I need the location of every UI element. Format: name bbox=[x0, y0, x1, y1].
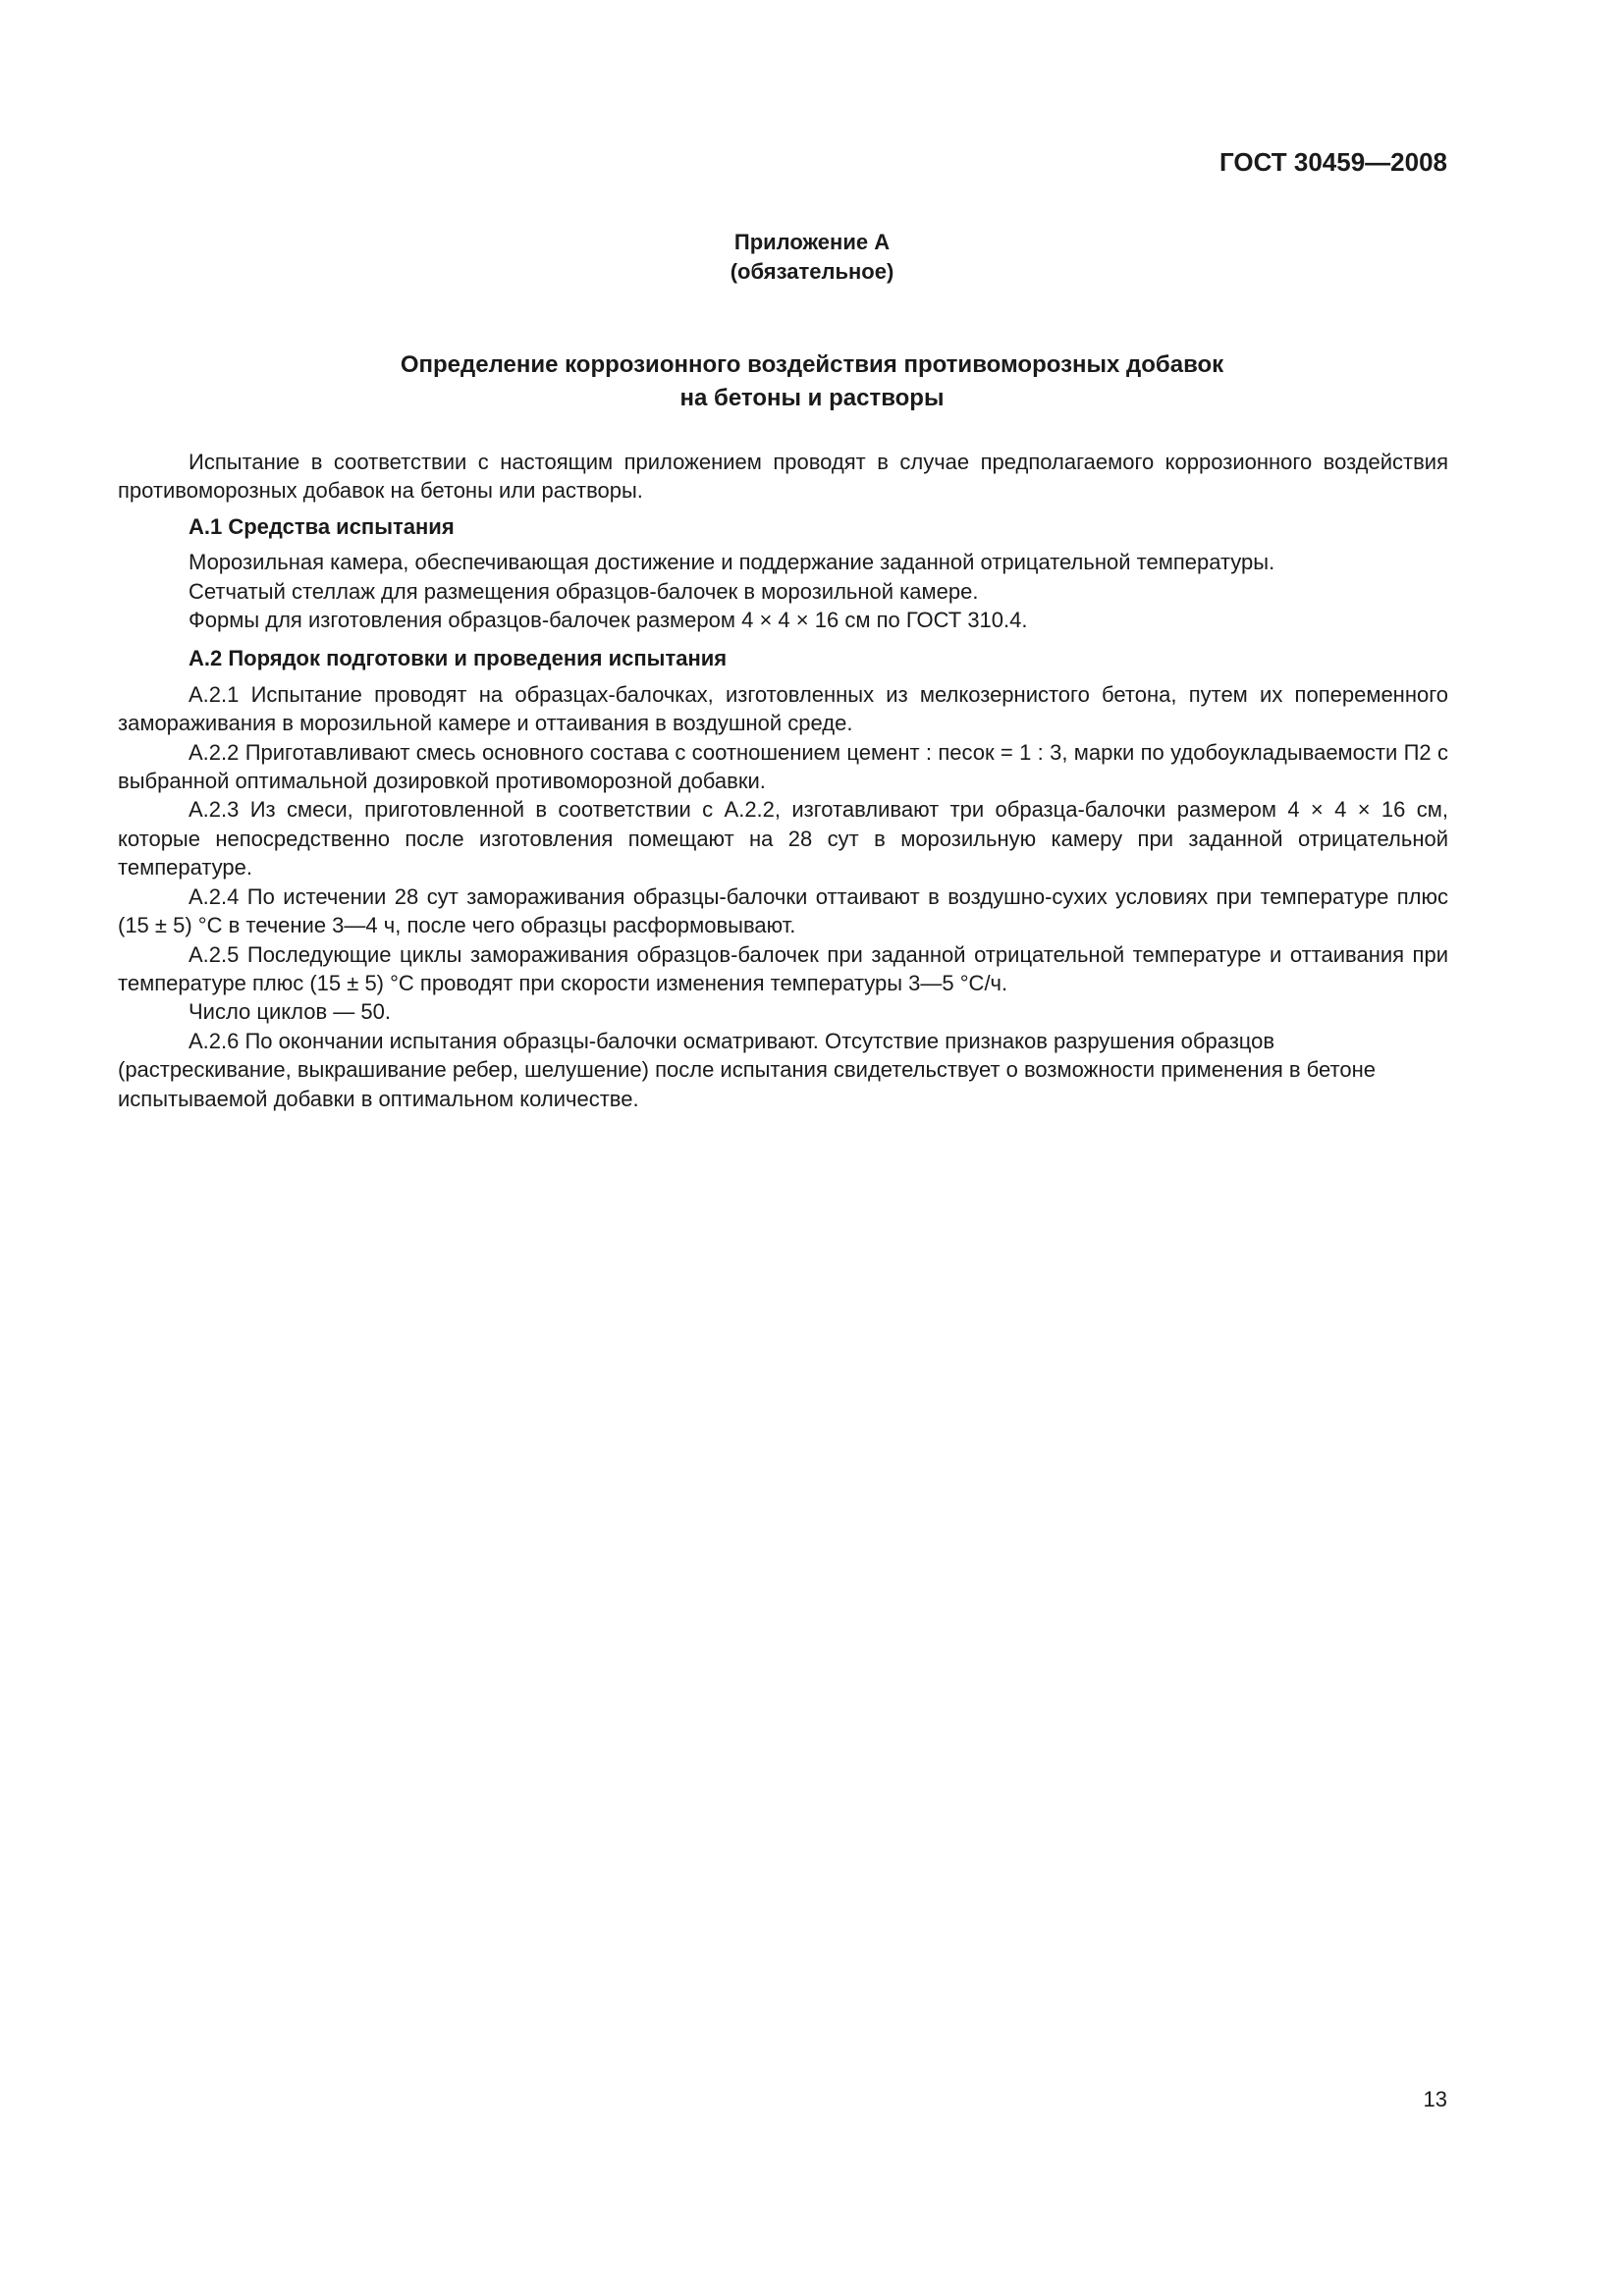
clause-a-2-2: А.2.2 Приготавливают смесь основного состава с соотношением цемент : песок = 1 : 3, марки по удобоукладываемости П2 с выбранной оптимальной дозировкой противоморозной добавки. bbox=[118, 739, 1448, 794]
clause-a-2-4: А.2.4 По истечении 28 сут замораживания образцы-балочки оттаивают в воздушно-сухих условиях при температуре плюс (15 ± 5) °С в течение 3—4 ч, после чего образцы расформовывают. bbox=[118, 883, 1448, 938]
annex-heading bbox=[0, 228, 1624, 287]
document-code: ГОСТ 30459—2008 bbox=[1219, 147, 1447, 177]
page-number: 13 bbox=[1423, 2087, 1447, 2111]
clause-a-2-6: А.2.6 По окончании испытания образцы-балочки осматривают. Отсутствие признаков разрушения образцов (растрескивание, выкрашивание ребер, шелушение) после испытания свидетельствует о возможности применения в бетоне испытываемой добавки в оптимальном количестве. bbox=[118, 1028, 1376, 1111]
annex-label: Приложение А bbox=[733, 230, 891, 254]
annex-title-line-2: на бетоны и растворы bbox=[679, 385, 945, 411]
annex-status: (обязательное) bbox=[730, 259, 894, 284]
equipment-item: Сетчатый стеллаж для размещения образцов-балочек в морозильной камере. bbox=[189, 578, 979, 604]
document-body bbox=[118, 448, 1448, 1113]
annex-title-line-1: Определение коррозионного воздействия противоморозных добавок bbox=[400, 351, 1224, 378]
section-a1-heading: А.1 Средства испытания bbox=[189, 513, 455, 539]
section-a2-heading: А.2 Порядок подготовки и проведения испытания bbox=[189, 646, 728, 671]
annex-title bbox=[0, 348, 1624, 415]
clause-a-2-1: А.2.1 Испытание проводят на образцах-балочках, изготовленных из мелкозернистого бетона, путем их попеременного замораживания в морозильной камере и оттаивания в воздушной среде. bbox=[118, 681, 1448, 736]
cycle-count: Число циклов — 50. bbox=[189, 999, 391, 1025]
intro-paragraph: Испытание в соответствии с настоящим приложением проводят в случае предполагаемого коррозионного воздействия противоморозных добавок на бетоны или растворы. bbox=[118, 450, 1448, 504]
clause-a-2-5: А.2.5 Последующие циклы замораживания образцов-балочек при заданной отрицательной температуре и оттаивания при температуре плюс (15 ± 5) °С проводят при скорости изменения температуры 3—5 °С/ч. bbox=[118, 941, 1448, 995]
equipment-item: Морозильная камера, обеспечивающая достижение и поддержание заданной отрицательной температуры. bbox=[189, 550, 1275, 575]
equipment-item: Формы для изготовления образцов-балочек размером 4 × 4 × 16 см по ГОСТ 310.4. bbox=[189, 608, 1028, 633]
clause-a-2-3: А.2.3 Из смеси, приготовленной в соответствии с А.2.2, изготавливают три образца-балочки размером 4 × 4 × 16 см, которые непосредственно после изготовления помещают на 28 сут в морозильную камеру при заданной отрицательной температуре. bbox=[118, 797, 1448, 881]
